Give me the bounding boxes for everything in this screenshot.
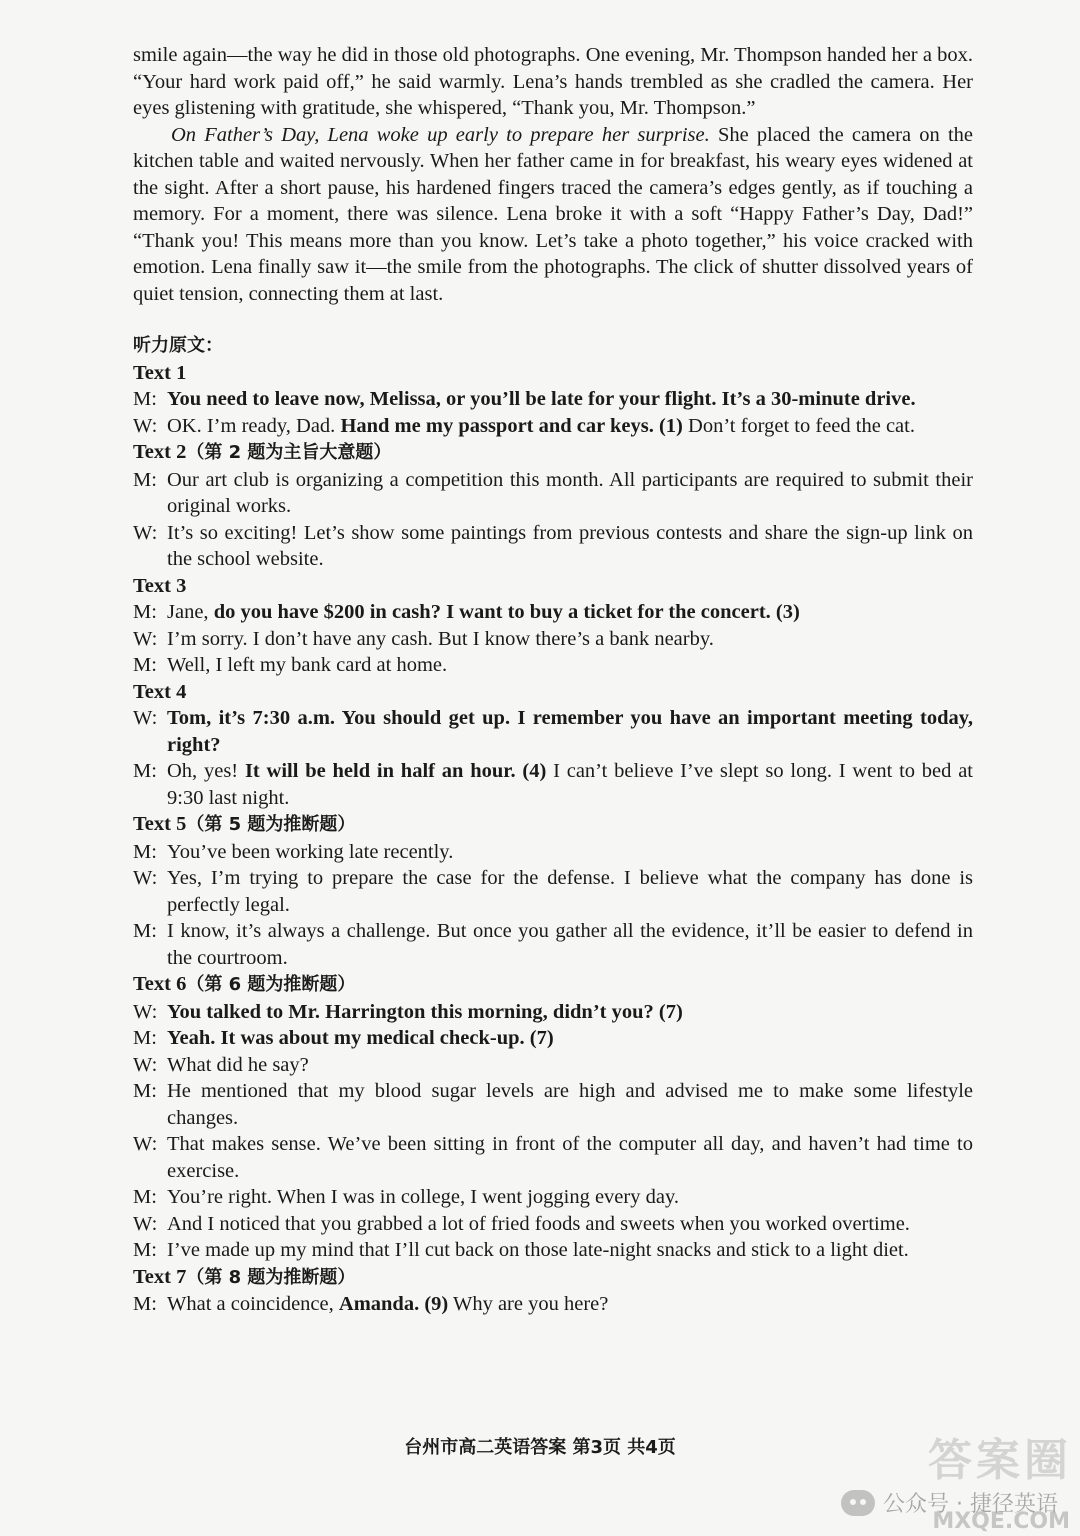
speaker-label: M: <box>133 388 157 410</box>
dialogue-line <box>133 599 973 626</box>
speaker-label: W: <box>133 867 158 889</box>
speaker-label: M: <box>133 1027 157 1049</box>
dialogue-line <box>133 626 973 653</box>
dialogue-text: What a coincidence, Amanda. (9) Why are you here? <box>167 1293 609 1315</box>
text-2-title: Text 2（第 2 题为主旨大意题） <box>133 441 392 463</box>
speaker-label: W: <box>133 1000 158 1023</box>
question-note: （第 6 题为推断题） <box>186 974 356 995</box>
question-note: （第 5 题为推断题） <box>186 814 356 835</box>
question-note: （第 8 题为推断题） <box>186 1266 356 1288</box>
dialogue-text: I know, it’s always a challenge. But once you gather all the evidence, it’ll be easier to defend in the courtroom. <box>167 920 973 969</box>
dialogue-line <box>133 467 973 520</box>
dialogue-line <box>133 1184 973 1211</box>
speaker-label: M: <box>133 468 157 491</box>
dialogue-text: You talked to Mr. Harrington this morning, didn’t you? (7) <box>167 1000 683 1023</box>
dialogue-line <box>133 705 973 758</box>
dialogue-line <box>133 652 973 679</box>
dialogue-line <box>133 1237 973 1264</box>
story-paragraph-2-rest: She placed the camera on the kitchen table and waited nervously. When her father came in for breakfast, his weary eyes widened at the sight. After a short pause, his hardened fingers traced the camera’s edges gently, as if touching a memory. For a moment, there was silence. Lena broke it with a soft “Happy Father’s Day, Dad!” “Thank you! This means more than you know. Let’s take a photo together,” his voice cracked with emotion. Lena finally saw it—the smile from the photographs. The click of shutter dissolved years of quiet tension, connecting them at last. <box>133 123 974 305</box>
dialogue-text: OK. I’m ready, Dad. Hand me my passport and car keys. (1) Don’t forget to feed the cat. <box>167 414 915 437</box>
dialogue-line <box>133 865 973 918</box>
dialogue-line <box>133 758 973 811</box>
speaker-label: M: <box>133 760 157 782</box>
dialogue-text: Yes, I’m trying to prepare the case for the defense. I believe what the company has done is perfectly legal. <box>167 867 973 916</box>
text-7-title: Text 7（第 8 题为推断题） <box>133 1265 356 1288</box>
dialogue-text: Tom, it’s 7:30 a.m. You should get up. I remember you have an important meeting today, right? <box>167 707 973 756</box>
dialogue-line <box>133 999 973 1026</box>
dialogue-line <box>133 413 973 440</box>
story-paragraph-1: smile again—the way he did in those old photographs. One evening, Mr. Thompson handed her a box. “Your hard work paid off,” he said warmly. Lena’s hands trembled as she cradled the camera. Her eyes glistening with gratitude, she whispered, “Thank you, Mr. Thompson.” <box>133 44 973 119</box>
speaker-label: M: <box>133 1239 157 1261</box>
dialogue-text: Our art club is organizing a competition this month. All participants are required to submit their original works. <box>167 468 973 517</box>
speaker-label: M: <box>133 601 157 623</box>
speaker-label: W: <box>133 707 158 729</box>
wechat-icon <box>841 1490 875 1516</box>
text-3-title: Text 3 <box>133 574 187 597</box>
page-footer: 台州市高二英语答案 第3页 共4页 <box>404 1437 676 1458</box>
dialogue-text: Jane, do you have $200 in cash? I want to buy a ticket for the concert. (3) <box>167 601 800 623</box>
dialogue-text: Yeah. It was about my medical check-up. (7) <box>167 1027 554 1049</box>
dialogue-text: I’m sorry. I don’t have any cash. But I know there’s a bank nearby. <box>167 627 714 650</box>
dialogue-text: And I noticed that you grabbed a lot of fried foods and sweets when you worked overtime. <box>167 1212 910 1235</box>
dialogue-text: Well, I left my bank card at home. <box>167 654 448 676</box>
dialogue-line <box>133 386 973 413</box>
speaker-label: M: <box>133 1080 157 1102</box>
question-note: （第 2 题为主旨大意题） <box>186 442 392 463</box>
speaker-label: M: <box>133 920 157 942</box>
dialogue-text: You’re right. When I was in college, I went jogging every day. <box>167 1186 679 1208</box>
dialogue-text: It’s so exciting! Let’s show some paintings from previous contests and share the sign-up link on the school website. <box>167 521 973 570</box>
dialogue-line <box>133 1211 973 1238</box>
dialogue-text: You need to leave now, Melissa, or you’ll be late for your flight. It’s a 30-minute drive. <box>167 388 916 410</box>
speaker-label: W: <box>133 414 158 437</box>
dialogue-line <box>133 839 973 866</box>
dialogue-text: He mentioned that my blood sugar levels are high and advised me to make some lifestyle changes. <box>167 1080 973 1129</box>
text-6-title: Text 6（第 6 题为推断题） <box>133 973 356 995</box>
dialogue-text: You’ve been working late recently. <box>167 840 454 863</box>
section-title: 听力原文： <box>133 335 223 356</box>
dialogue-text: Oh, yes! It will be held in half an hour. (4) I can’t believe I’ve slept so long. I went to bed at 9:30 last night. <box>167 760 973 809</box>
speaker-label: M: <box>133 654 157 676</box>
document-page <box>133 42 973 1318</box>
text-1-title: Text 1 <box>133 361 187 384</box>
dialogue-text: I’ve made up my mind that I’ll cut back on those late-night snacks and stick to a light diet. <box>167 1239 909 1261</box>
dialogue-line <box>133 1052 973 1079</box>
speaker-label: W: <box>133 1133 158 1155</box>
text-4-title: Text 4 <box>133 680 187 703</box>
watermark-site: MXQE.COM <box>932 1509 1070 1534</box>
speaker-label: W: <box>133 521 158 544</box>
watermark-stamp: 答案圈 <box>928 1435 1072 1486</box>
dialogue-line <box>133 1025 973 1052</box>
dialogue-line <box>133 1291 973 1318</box>
speaker-label: M: <box>133 840 157 863</box>
dialogue-text: That makes sense. We’ve been sitting in front of the computer all day, and haven’t had time to exercise. <box>167 1133 973 1182</box>
text-5-title: Text 5（第 5 题为推断题） <box>133 813 356 835</box>
story-italic-sentence: On Father’s Day, Lena woke up early to prepare her surprise. <box>171 123 710 146</box>
speaker-label: W: <box>133 627 158 650</box>
dialogue-line <box>133 520 973 573</box>
speaker-label: W: <box>133 1053 158 1076</box>
dialogue-line <box>133 1078 973 1131</box>
speaker-label: M: <box>133 1186 157 1208</box>
speaker-label: W: <box>133 1212 158 1235</box>
wechat-account-label: 公众号 · 捷径英语 <box>883 1492 1058 1517</box>
dialogue-text: What did he say? <box>167 1053 309 1076</box>
speaker-label: M: <box>133 1293 157 1315</box>
dialogue-line <box>133 1131 973 1184</box>
dialogue-line <box>133 918 973 971</box>
story-paragraph-2 <box>133 122 973 308</box>
